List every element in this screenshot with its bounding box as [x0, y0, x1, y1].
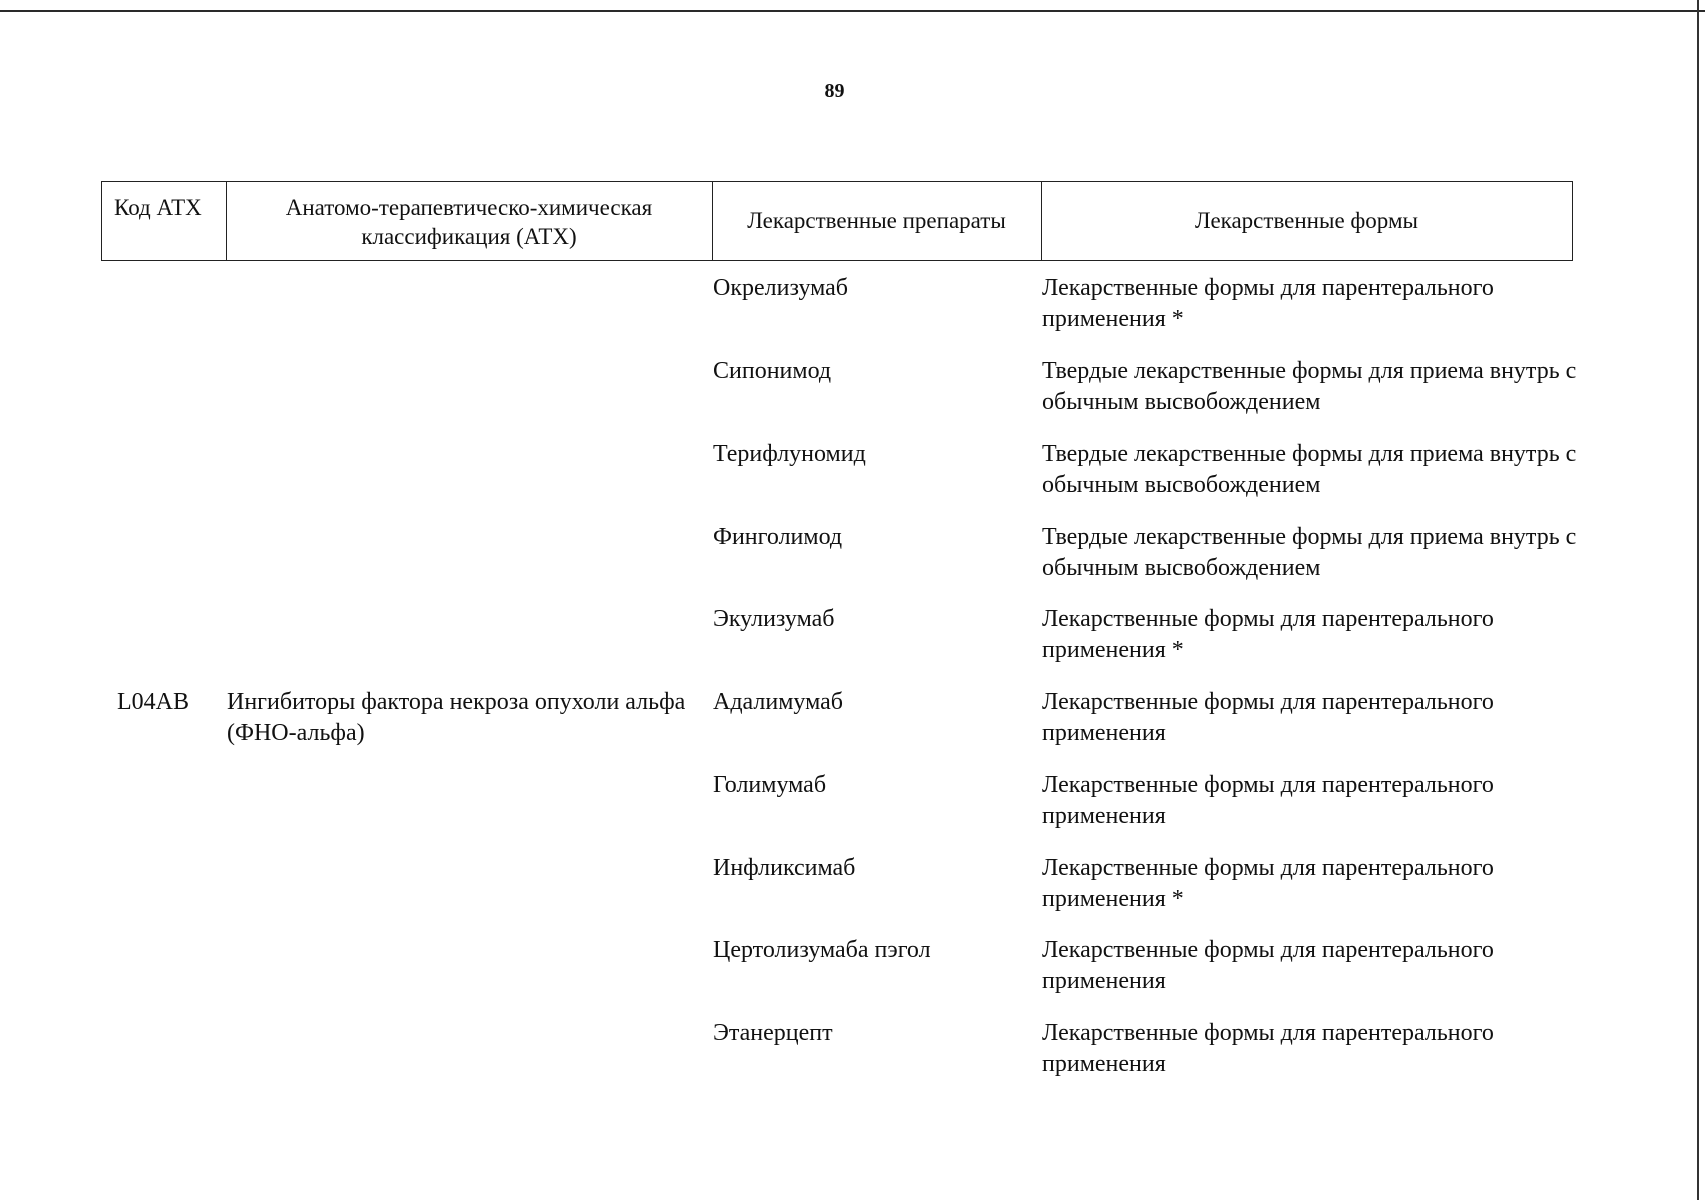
drug-form: Твердые лекарственные формы для приема внутрь с обычным высвобождением: [1042, 441, 1577, 498]
drug-name: Адалимумаб: [713, 689, 843, 715]
header-classification: Анатомо-терапевтическо-химическая классификация (АТХ): [285, 195, 653, 249]
header-forms: Лекарственные формы: [1195, 208, 1418, 233]
drug-form: Лекарственные формы для парентерального применения: [1042, 772, 1494, 829]
header-drugs: Лекарственные препараты: [747, 208, 1006, 233]
drug-name: Этанерцепт: [713, 1020, 833, 1046]
drug-form: Лекарственные формы для парентерального применения: [1042, 1020, 1494, 1077]
drug-form: Твердые лекарственные формы для приема внутрь с обычным высвобождением: [1042, 358, 1577, 415]
drug-name: Терифлуномид: [713, 441, 866, 467]
drug-name: Голимумаб: [713, 772, 827, 798]
drug-name: Сипонимод: [713, 358, 832, 384]
drug-form: Твердые лекарственные формы для приема внутрь с обычным высвобождением: [1042, 524, 1577, 581]
drug-name: Финголимод: [713, 524, 843, 550]
drug-form: Лекарственные формы для парентерального применения: [1042, 937, 1494, 994]
drug-form: Лекарственные формы для парентерального применения *: [1042, 275, 1494, 332]
page-number: 89: [824, 80, 845, 102]
drug-name: Инфликсимаб: [713, 855, 856, 881]
atx-group: Ингибиторы фактора некроза опухоли альфа (ФНО-альфа): [227, 689, 686, 746]
drug-name: Цертолизумаба пэгол: [713, 937, 931, 963]
header-code: Код АТХ: [114, 195, 202, 220]
drug-form: Лекарственные формы для парентерального применения *: [1042, 855, 1494, 912]
drug-name: Окрелизумаб: [713, 275, 849, 301]
drug-form: Лекарственные формы для парентерального применения *: [1042, 606, 1494, 663]
drug-name: Экулизумаб: [713, 606, 835, 632]
atx-code: L04AB: [117, 689, 189, 715]
drug-form: Лекарственные формы для парентерального применения: [1042, 689, 1494, 746]
